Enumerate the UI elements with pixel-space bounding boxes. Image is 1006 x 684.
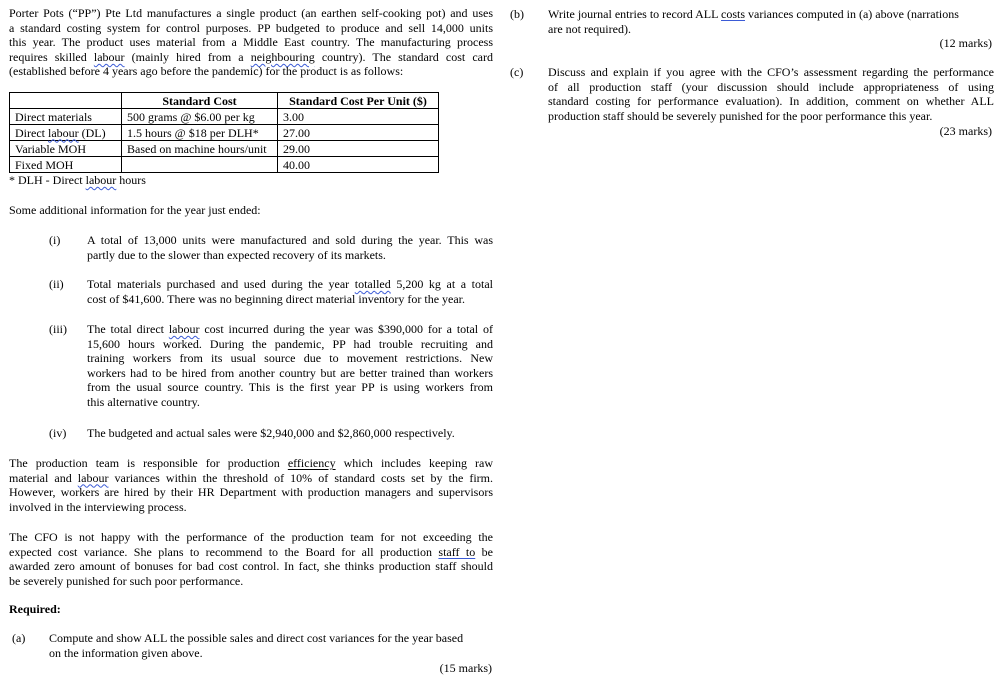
paragraph-line: The CFO is not happy with the performance of the production team for not exceeding the: [9, 530, 493, 544]
paragraph-line: The production team is responsible for production efficiency which includes keeping raw: [9, 456, 493, 470]
table-row: [10, 109, 439, 125]
intro-line: this year. The product uses material from a Middle East country. The manufacturing process: [9, 35, 493, 50]
table-header-cell: Standard Cost Per Unit ($): [278, 93, 439, 109]
item-line: The total direct labour cost incurred during the year was $390,000 for a total of: [87, 322, 493, 336]
table-cell: 40.00: [278, 157, 439, 173]
question-line: standard costing for performance evaluation). In addition, comment on whether ALL: [548, 94, 994, 109]
table-cell: 27.00: [278, 125, 439, 141]
table-header-cell: [10, 93, 122, 109]
table-header-cell: Standard Cost: [122, 93, 278, 109]
item-number: (iii): [49, 322, 67, 336]
table-cell: Direct labour (DL): [10, 125, 122, 141]
question-line: Write journal entries to record ALL costs variances computed in (a) above (narrations: [548, 7, 959, 21]
question-line: on the information given above.: [49, 645, 203, 660]
item-line: Total materials purchased and used during the year totalled 5,200 kg at a total: [87, 277, 493, 291]
table-cell: 3.00: [278, 109, 439, 125]
item-number: (i): [49, 233, 61, 247]
standard-cost-table: [9, 92, 439, 173]
intro-line: requires skilled labour (mainly hired from a neighbouring country). The standard cost card: [9, 49, 493, 64]
item-number: (iv): [49, 426, 67, 440]
marks-label: (23 marks): [939, 124, 992, 138]
question-number: (b): [510, 7, 524, 21]
question-line: Compute and show ALL the possible sales and direct cost variances for the year based: [49, 631, 464, 645]
item-ii-text: [87, 277, 493, 306]
paragraph-line: be severely punished for such poor performance.: [9, 573, 244, 588]
item-iii-text: [87, 322, 493, 410]
item-line: partly due to the slower than expected recovery of its markets.: [87, 247, 386, 262]
question-c-text: [548, 65, 994, 123]
table-row: [10, 125, 439, 141]
question-b-text: [548, 7, 994, 36]
table-footnote: * DLH - Direct labour hours: [9, 173, 146, 187]
additional-info-heading: Some additional information for the year just ended:: [9, 203, 261, 217]
intro-line: Porter Pots (“PP”) Pte Ltd manufactures a single product (an earthen self-cooking pot) and uses: [9, 6, 493, 20]
question-a-text: [49, 631, 493, 660]
marks-label: (15 marks): [439, 661, 492, 675]
item-line: The budgeted and actual sales were $2,940,000 and $2,860,000 respectively.: [87, 426, 455, 440]
table-cell: 29.00: [278, 141, 439, 157]
item-line: workers had to be hired from another country but are better trained than workers: [87, 365, 493, 380]
paragraph-line: expected cost variance. She plans to recommend to the Board for all production staff to be: [9, 544, 493, 559]
cfo-paragraph: [9, 530, 493, 588]
paragraph-line: However, workers are hired by their HR Department with production managers and supervisors: [9, 485, 493, 500]
production-paragraph: [9, 456, 493, 514]
question-number: (c): [510, 65, 524, 79]
table-row: [10, 157, 439, 173]
table-cell: Direct materials: [10, 109, 122, 125]
item-line: this alternative country.: [87, 394, 200, 409]
intro-line: (established before 4 years ago before the pandemic) for the product is as follows:: [9, 64, 404, 79]
marks-label: (12 marks): [939, 36, 992, 50]
item-number: (ii): [49, 277, 64, 291]
item-i-text: [87, 233, 493, 262]
required-heading: Required:: [9, 602, 61, 616]
table-cell: [122, 157, 278, 173]
question-line: production staff should be severely punished for the poor performance this year.: [548, 108, 933, 123]
question-line: Discuss and explain if you agree with the CFO’s assessment regarding the performance: [548, 65, 994, 79]
table-cell: 1.5 hours @ $18 per DLH*: [122, 125, 278, 141]
item-line: training workers from its usual source due to movement restrictions. New: [87, 351, 493, 366]
paragraph-line: material and labour variances within the threshold of 10% of standard costs set by the firm.: [9, 470, 493, 485]
item-line: A total of 13,000 units were manufactured and sold during the year. This was: [87, 233, 493, 247]
item-line: from the usual source country. This is the first year PP is using workers from: [87, 380, 493, 395]
paragraph-line: involved in the interviewing process.: [9, 499, 187, 514]
item-line: cost of $41,600. There was no beginning direct material inventory for the year.: [87, 291, 465, 306]
table-cell: Based on machine hours/unit: [122, 141, 278, 157]
table-row: [10, 141, 439, 157]
item-line: 15,600 hours worked. During the pandemic, PP had trouble recruiting and: [87, 336, 493, 351]
question-number: (a): [12, 631, 26, 645]
table-cell: Variable MOH: [10, 141, 122, 157]
table-cell: 500 grams @ $6.00 per kg: [122, 109, 278, 125]
question-line: are not required).: [548, 21, 631, 36]
intro-line: a standard costing system for control purposes. PP budgeted to produce and sell 14,000 units: [9, 20, 493, 35]
table-cell: Fixed MOH: [10, 157, 122, 173]
item-iv-text: [87, 426, 493, 441]
question-line: of all production staff (your discussion should include appropriateness of using: [548, 79, 994, 94]
paragraph-line: awarded zero amount of bonuses for bad cost control. In fact, she thinks production staff should: [9, 559, 493, 574]
table-header-row: [10, 93, 439, 109]
intro-paragraph: [9, 6, 493, 79]
